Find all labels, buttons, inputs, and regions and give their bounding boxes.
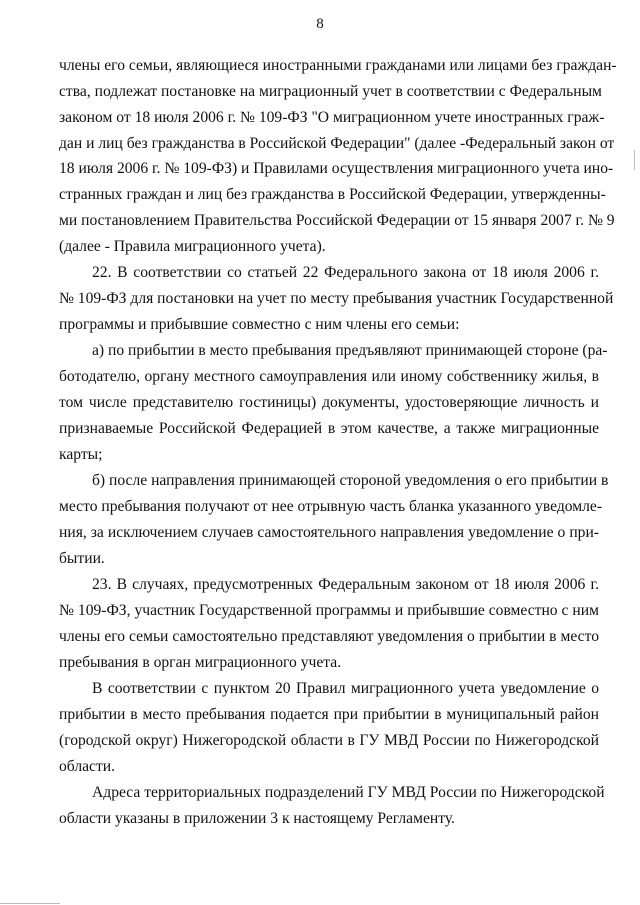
- text-line: области.: [59, 758, 116, 775]
- paragraph-first-line: а) по прибытии в место пребывания предъявляют принимающей стороне (ра-: [92, 342, 608, 359]
- text-line: 18 июля 2006 г. № 109-ФЗ) и Правилами осуществления миграционного учета ино-: [59, 160, 614, 177]
- paragraph-first-line: Адреса территориальных подразделений ГУ МВД России по Нижегородской: [92, 784, 605, 801]
- text-line: области указаны в приложении 3 к настоящему Регламенту.: [59, 810, 455, 827]
- paragraph-first-line: б) после направления принимающей стороной уведомления о его прибытии в: [92, 472, 609, 489]
- text-line: странных граждан и лиц без гражданства в Российской Федерации, утвержденны-: [59, 186, 606, 203]
- text-line: пребывания в орган миграционного учета.: [59, 654, 342, 671]
- text-line: ми постановлением Правительства Российской Федерации от 15 января 2007 г. № 9: [59, 212, 615, 229]
- text-line: члены его семьи самостоятельно представляют уведомления о прибытии в место: [59, 628, 599, 645]
- text-line: (городской округ) Нижегородской области в ГУ МВД России по Нижегородской: [59, 732, 599, 749]
- text-line: прибытии в место пребывания подается при прибытии в муниципальный район: [59, 706, 599, 723]
- scan-edge-mark: [0, 903, 60, 904]
- paragraph-first-line: 23. В случаях, предусмотренных Федеральным законом от 18 июля 2006 г.: [92, 576, 599, 593]
- text-line: члены его семьи, являющиеся иностранными гражданами или лицами без граждан-: [59, 57, 617, 74]
- page-number: 8: [316, 16, 324, 32]
- scan-edge-mark: [634, 150, 635, 170]
- text-line: признаваемые Российской Федерацией в этом качестве, а также миграционные: [59, 420, 599, 437]
- text-line: место пребывания получают от нее отрывную часть бланка указанного уведомле-: [59, 498, 603, 515]
- text-line: (далее - Правила миграционного учета).: [59, 238, 326, 255]
- text-line: ния, за исключением случаев самостоятельного направления уведомление о при-: [59, 524, 599, 541]
- paragraph-first-line: 22. В соответствии со статьей 22 Федерального закона от 18 июля 2006 г.: [92, 264, 599, 281]
- text-line: дан и лиц без гражданства в Российской Федерации" (далее -Федеральный закон от: [59, 135, 615, 152]
- text-line: № 109-ФЗ для постановки на учет по месту пребывания участник Государственной: [59, 290, 614, 307]
- paragraph-first-line: В соответствии с пунктом 20 Правил миграционного учета уведомление о: [92, 680, 599, 697]
- text-line: ботодателю, органу местного самоуправления или иному собственнику жилья, в: [59, 368, 599, 385]
- text-line: законом от 18 июля 2006 г. № 109-ФЗ "О миграционном учете иностранных граж-: [59, 109, 605, 126]
- text-line: карты;: [59, 446, 103, 463]
- text-line: том числе представителю гостиницы) документы, удостоверяющие личность и: [59, 394, 599, 411]
- text-line: программы и прибывшие совместно с ним члены его семьи:: [59, 316, 460, 333]
- text-line: № 109-ФЗ, участник Государственной программы и прибывшие совместно с ним: [59, 602, 599, 619]
- text-line: ства, подлежат постановке на миграционный учет в соответствии с Федеральным: [59, 83, 602, 100]
- text-line: бытии.: [59, 550, 105, 567]
